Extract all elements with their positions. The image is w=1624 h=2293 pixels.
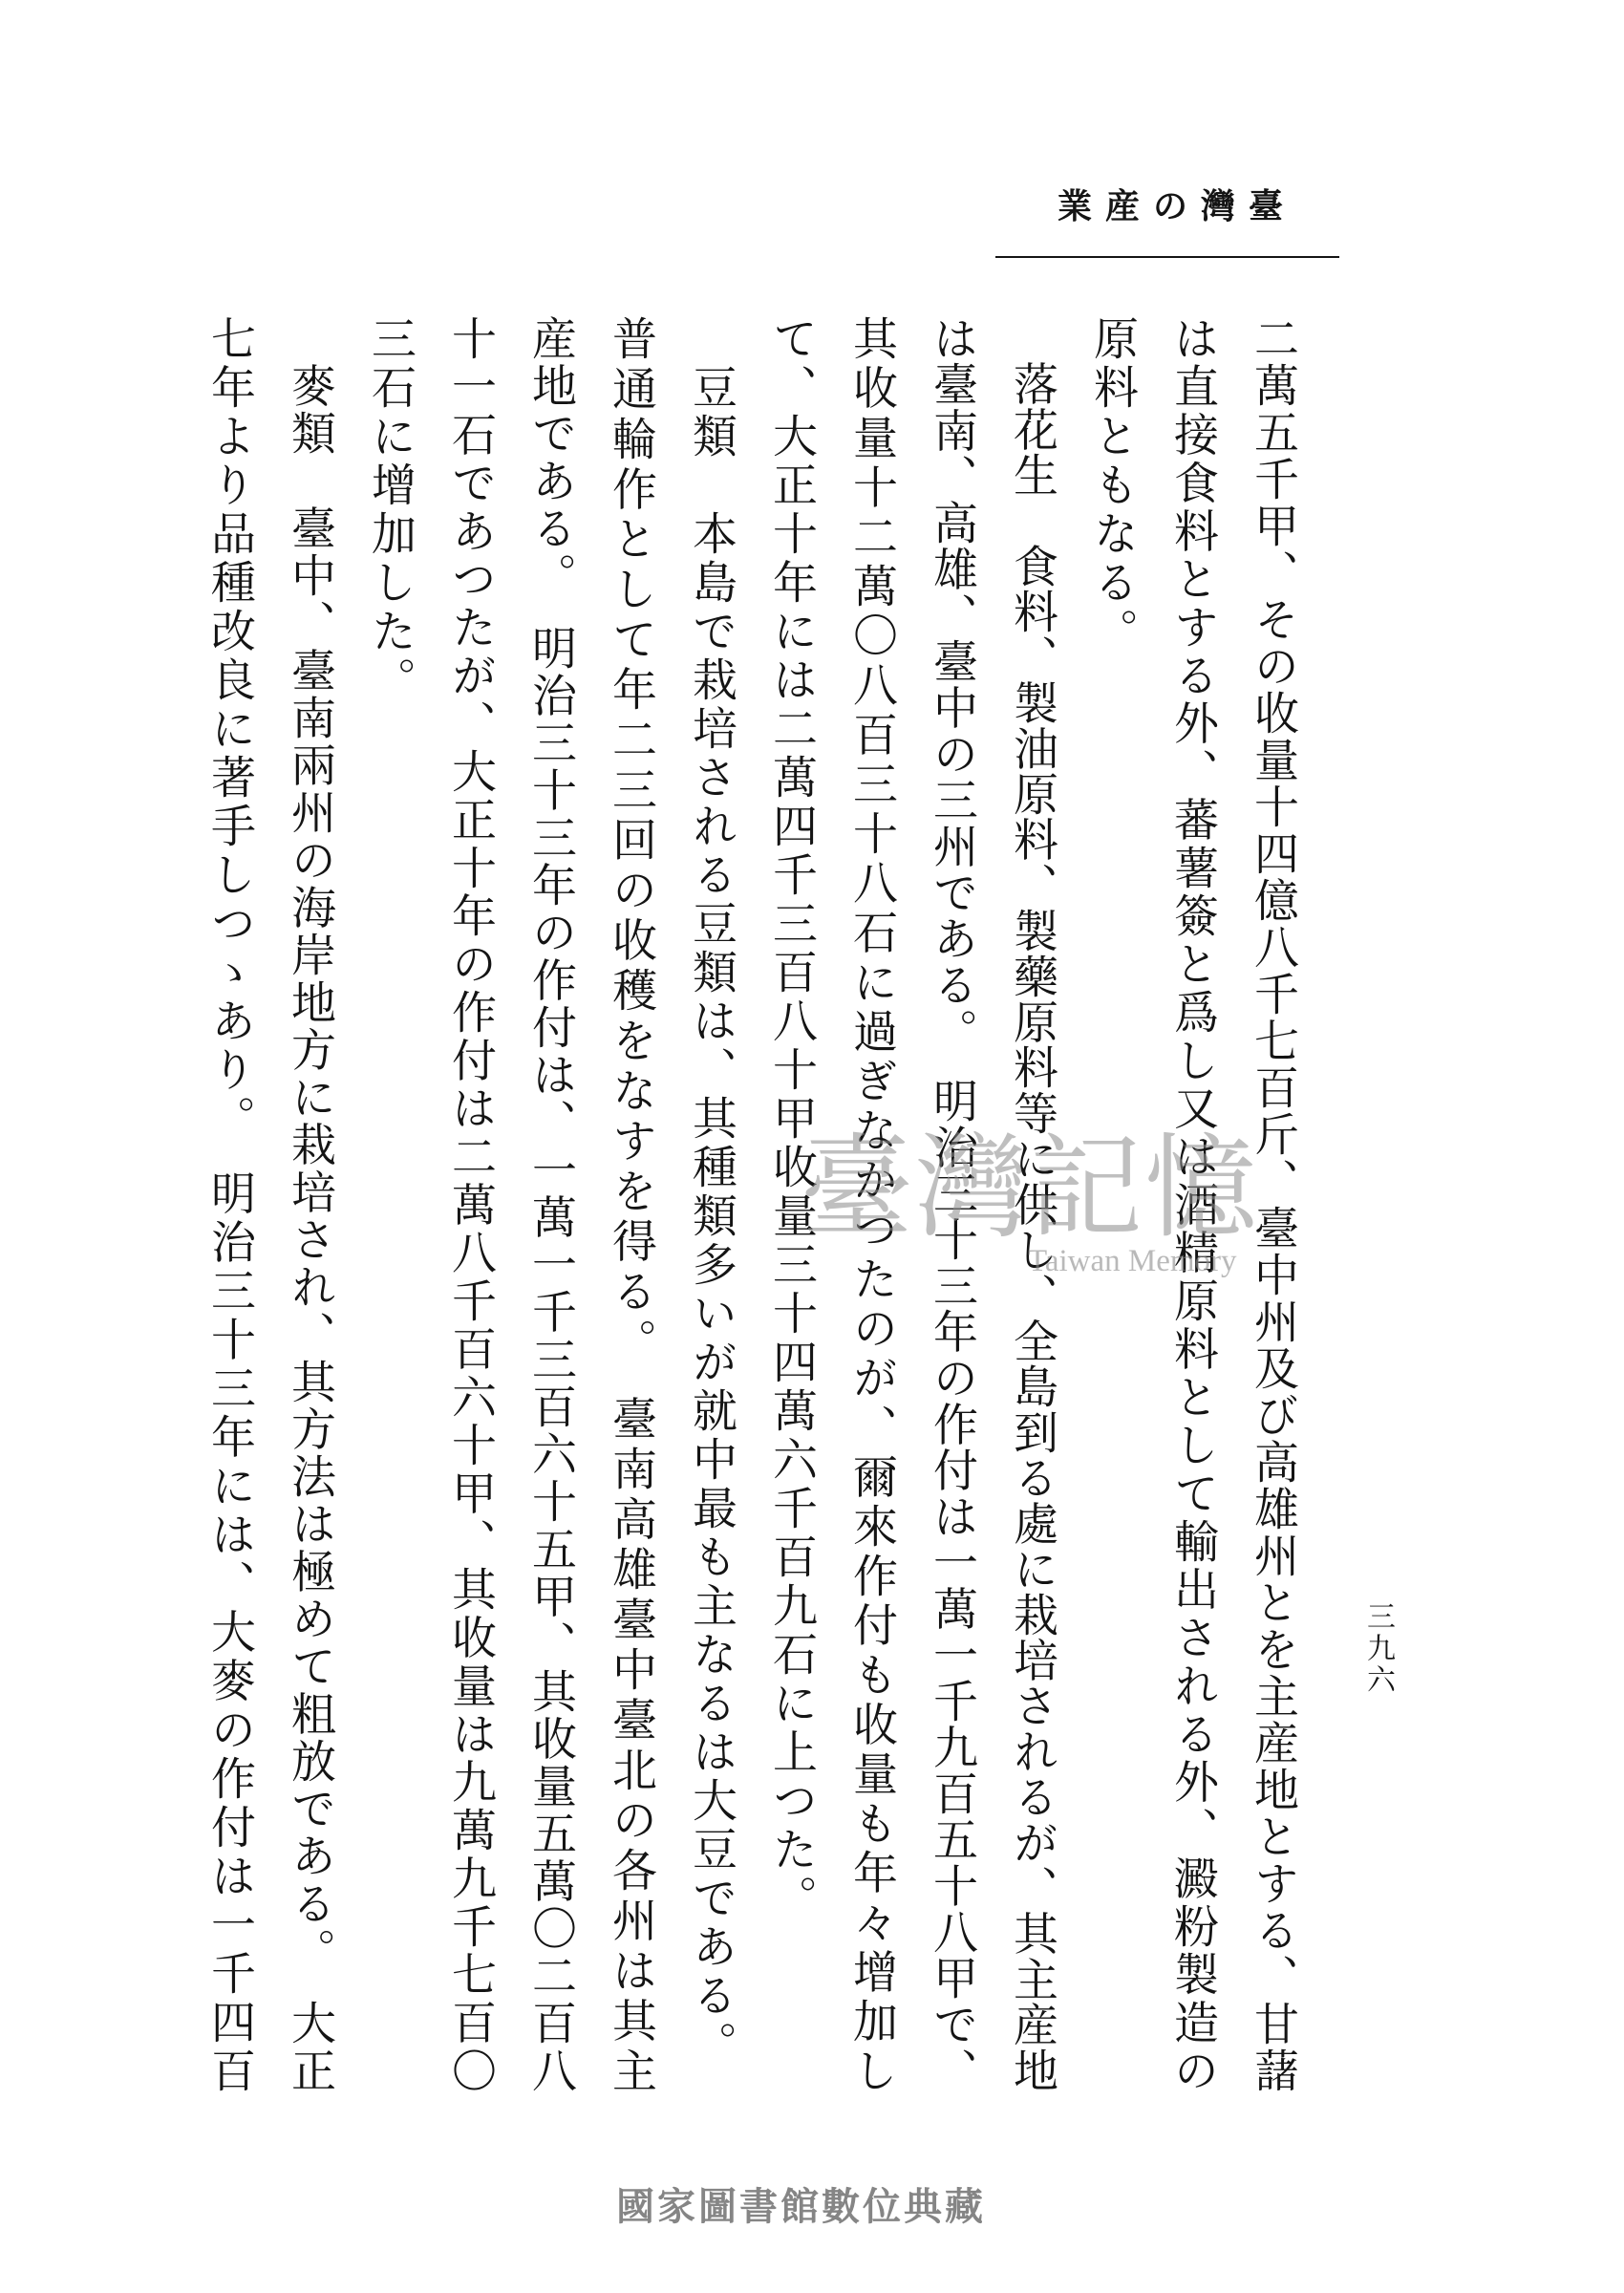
text-column: は臺南、高雄、臺中の三州である。 明治三十三年の作付は一萬一千九百五十八甲で、 [926, 315, 978, 2092]
text-column: 落花生 食料、製油原料、製藥原料等に供し、全島到る處に栽培されるが、其主産地 [1006, 315, 1058, 2092]
text-column: 三石に增加した。 [364, 315, 417, 705]
running-header: 臺灣の産業 [1057, 186, 1296, 226]
page-number: 三九六 [1361, 1601, 1395, 1696]
text-column: 豆類 本島で栽培される豆類は、其種類多いが就中最も主なるは大豆である。 [685, 315, 737, 2069]
footer-credit: 國家圖書館數位典藏 [616, 2185, 986, 2229]
text-column: て、大正十年には二萬四千三百八十甲收量三十四萬六千百九石に上つた。 [765, 315, 818, 1923]
text-column: 二萬五千甲、その收量十四億八千七百斤、臺中州及び高雄州とを主産地とする、甘藷 [1247, 315, 1299, 2092]
watermark-logo: 臺灣記憶 [801, 1122, 1260, 1254]
text-column: 七年より品種改良に著手しつゝあり。 明治三十三年には、大麥の作付は一千四百 [203, 315, 256, 2092]
text-column: 産地である。 明治三十三年の作付は、一萬一千三百六十五甲、其收量五萬〇二百八 [524, 315, 577, 2092]
text-column: 麥類 臺中、臺南兩州の海岸地方に栽培され、其方法は極めて粗放である。 大正 [284, 315, 336, 2092]
text-column: 其收量十二萬〇八百三十八石に過ぎなかつたのが、爾來作付も收量も年々增加し [845, 315, 898, 2092]
text-column: 普通輪作として年二三回の收穫をなすを得る。 臺南高雄臺中臺北の各州は其主 [605, 315, 657, 2092]
watermark-subtitle: Taiwan Memory [1028, 1244, 1237, 1278]
text-column: は直接食料とする外、蕃薯簽と爲し又は酒精原料として輸出される外、澱粉製造の [1166, 315, 1219, 2092]
text-column: 十一石であつたが、大正十年の作付は二萬八千百六十甲、其收量は九萬九千七百〇 [444, 315, 497, 2092]
text-column: 原料ともなる。 [1086, 315, 1139, 656]
header-rule [995, 256, 1339, 258]
